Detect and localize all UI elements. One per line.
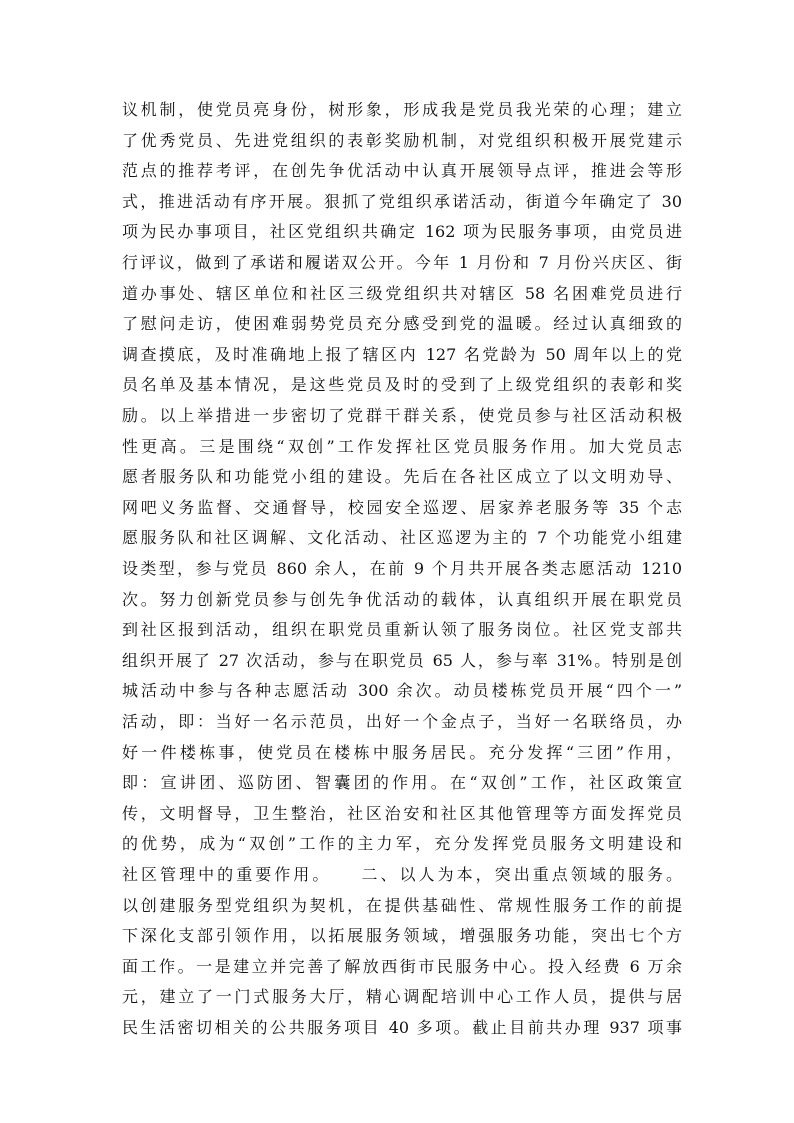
text-line: 次。努力创新党员参与创先争优活动的载体，认真组织开展在职党员 (122, 589, 682, 609)
text-line: 道办事处、辖区单位和社区三级党组织共对辖区 58 名困难党员进行 (122, 283, 682, 303)
text-line: 项为民办事项目，社区党组织共确定 162 项为民服务事项，由党员进 (122, 222, 682, 242)
text-line: 了优秀党员、先进党组织的表彰奖励机制，对党组织积极开展党建示 (122, 130, 682, 150)
text-line: 下深化支部引领作用，以拓展服务领域，增强服务功能，突出七个方 (122, 926, 682, 946)
text-line: 的优势，成为“双创”工作的主力军，充分发挥党员服务文明建设和 (122, 834, 682, 854)
text-line: 性更高。三是围绕“双创”工作发挥社区党员服务作用。加大党员志 (122, 436, 682, 456)
text-line: 城活动中参与各种志愿活动 300 余次。动员楼栋党员开展“四个一” (122, 681, 682, 701)
text-line: 范点的推荐考评，在创先争优活动中认真开展领导点评，推进会等形 (122, 161, 682, 181)
text-line: 组织开展了 27 次活动，参与在职党员 65 人，参与率 31%。特别是创 (122, 650, 682, 670)
text-line: 了慰问走访，使困难弱势党员充分感受到党的温暖。经过认真细致的 (122, 314, 682, 334)
text-line: 面工作。一是建立并完善了解放西街市民服务中心。投入经费 6 万余 (122, 956, 682, 976)
text-line: 网吧义务监督、交通督导，校园安全巡逻、居家养老服务等 35 个志 (122, 497, 682, 517)
text-line: 即：宣讲团、巡防团、智囊团的作用。在“双创”工作，社区政策宣 (122, 773, 682, 793)
text-line: 社区管理中的重要作用。 二、以人为本，突出重点领域的服务。 (122, 865, 682, 884)
text-line: 活动，即：当好一名示范员，出好一个金点子，当好一名联络员，办 (122, 712, 682, 731)
text-line: 民生活密切相关的公共服务项目 40 多项。截止目前共办理 937 项事 (122, 1018, 682, 1037)
text-line: 好一件楼栋事，使党员在楼栋中服务居民。充分发挥“三团”作用， (122, 742, 682, 762)
text-line: 愿者服务队和功能党小组的建设。先后在各社区成立了以文明劝导、 (122, 467, 682, 487)
text-line: 到社区报到活动，组织在职党员重新认领了服务岗位。社区党支部共 (122, 620, 682, 640)
text-line: 传，文明督导，卫生整治，社区治安和社区其他管理等方面发挥党员 (122, 803, 682, 823)
text-line: 议机制，使党员亮身份，树形象，形成我是党员我光荣的心理；建立 (122, 100, 682, 119)
text-line: 调查摸底，及时准确地上报了辖区内 127 名党龄为 50 周年以上的党 (122, 344, 682, 364)
text-line: 设类型，参与党员 860 余人，在前 9 个月共开展各类志愿活动 1210 (122, 559, 682, 578)
text-line: 式，推进活动有序开展。狠抓了党组织承诺活动，街道今年确定了 30 (122, 191, 682, 211)
text-line: 愿服务队和社区调解、文化活动、社区巡逻为主的 7 个功能党小组建 (122, 528, 682, 548)
text-line: 以创建服务型党组织为契机，在提供基础性、常规性服务工作的前提 (122, 895, 682, 915)
text-line: 员名单及基本情况，是这些党员及时的受到了上级党组织的表彰和奖 (122, 375, 682, 395)
text-line: 行评议，做到了承诺和履诺双公开。今年 1 月份和 7 月份兴庆区、街 (122, 253, 682, 272)
text-line: 元，建立了一门式服务大厅，精心调配培训中心工作人员，提供与居 (122, 987, 682, 1007)
text-line: 励。以上举措进一步密切了党群干群关系，使党员参与社区活动积极 (122, 406, 682, 425)
